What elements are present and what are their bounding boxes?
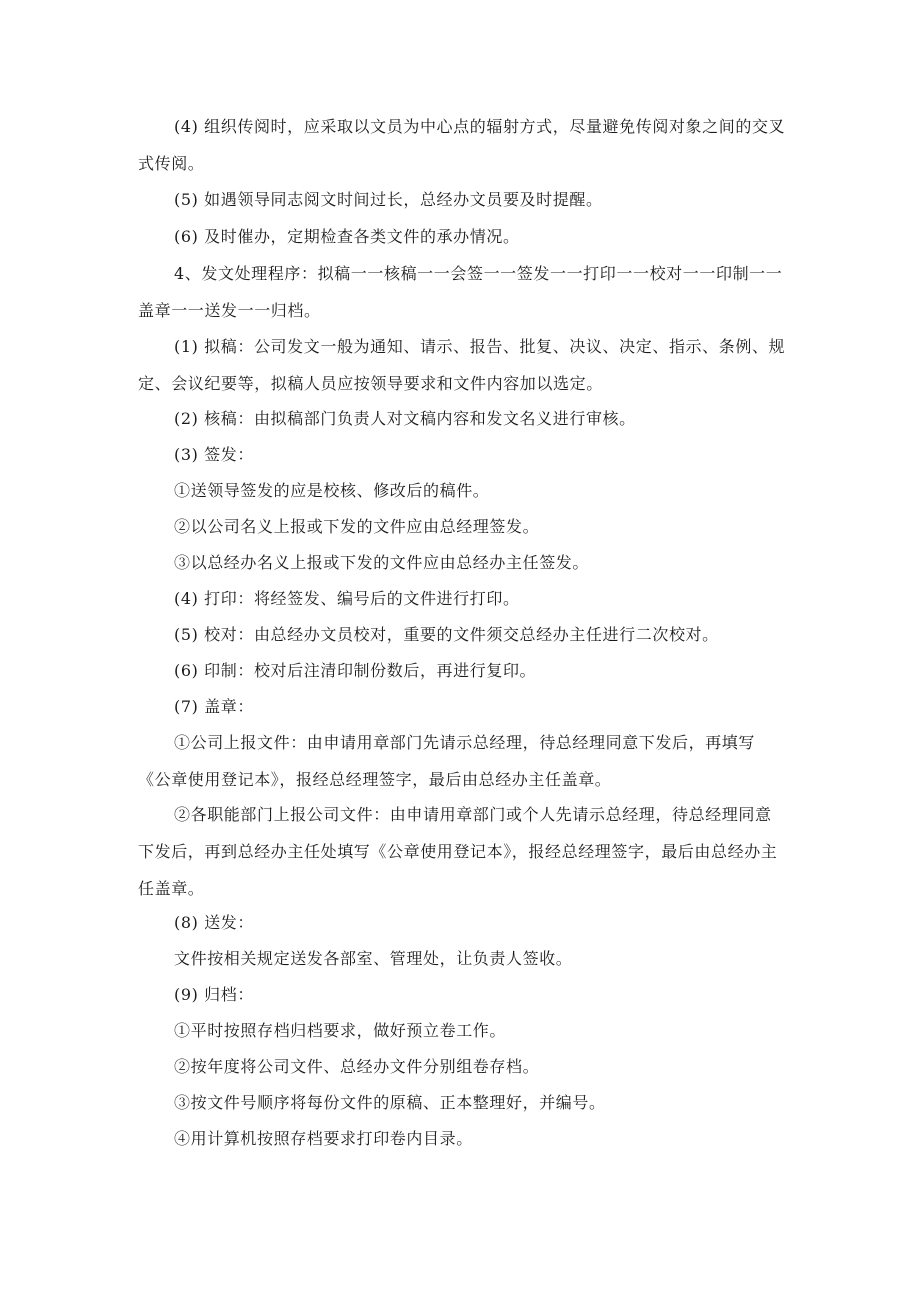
list-item-sign-off-1: ①送领导签发的应是校核、修改后的稿件。 (174, 481, 490, 500)
paragraph-dispatch-detail: 文件按相关规定送发各部室、管理处，让负责人签收。 (174, 949, 573, 968)
list-item-archive-4: ④用计算机按照存档要求打印卷内目录。 (174, 1129, 473, 1148)
paragraph-review: (2) 核稿：由拟稿部门负责人对文稿内容和发文名义进行审核。 (174, 409, 636, 428)
paragraph-follow-up: (6) 及时催办，定期检查各类文件的承办情况。 (174, 227, 520, 246)
paragraph-dispatch-heading: (8) 送发： (174, 913, 254, 932)
list-item-archive-3: ③按文件号顺序将每份文件的原稿、正本整理好，并编号。 (174, 1093, 606, 1112)
list-item-seal-1: ①公司上报文件：由申请用章部门先请示总经理，待总经理同意下发后，再填写《公章使用登记本》，报经总经理签字，最后由总经办主任盖章。 (138, 733, 756, 789)
paragraph-circulation-method: (4) 组织传阅时，应采取以文员为中心点的辐射方式，尽量避免传阅对象之间的交叉式传阅。 (138, 117, 786, 173)
paragraph-proofreading: (5) 校对：由总经办文员校对，重要的文件须交总经办主任进行二次校对。 (174, 625, 719, 644)
paragraph-sign-off-heading: (3) 签发： (174, 445, 254, 464)
list-item-archive-1: ①平时按照存档归档要求，做好预立卷工作。 (174, 1021, 507, 1040)
paragraph-seal-heading: (7) 盖章： (174, 697, 254, 716)
paragraph-printing: (4) 打印：将经签发、编号后的文件进行打印。 (174, 589, 520, 608)
paragraph-reading-reminder: (5) 如遇领导同志阅文时间过长，总经办文员要及时提醒。 (174, 190, 603, 209)
paragraph-archive-heading: (9) 归档： (174, 985, 254, 1004)
list-item-sign-off-2: ②以公司名义上报或下发的文件应由总经理签发。 (174, 517, 540, 536)
paragraph-outgoing-procedure: 4、发文处理程序：拟稿一一核稿一一会签一一签发一一打印一一校对一一印制一一盖章一一送发一一归档。 (138, 264, 783, 320)
list-item-sign-off-3: ③以总经办名义上报或下发的文件应由总经办主任签发。 (174, 553, 590, 572)
paragraph-drafting: (1) 拟稿：公司发文一般为通知、请示、报告、批复、决议、决定、指示、条例、规定、会议纪要等，拟稿人员应按领导要求和文件内容加以选定。 (138, 337, 786, 393)
paragraph-reproduction: (6) 印制：校对后注清印制份数后，再进行复印。 (174, 661, 537, 680)
list-item-archive-2: ②按年度将公司文件、总经办文件分别组卷存档。 (174, 1057, 540, 1076)
list-item-seal-2: ②各职能部门上报公司文件：由申请用章部门或个人先请示总经理，待总经理同意下发后，再到总经办主任处填写《公章使用登记本》，报经总经理签字，最后由总经办主任盖章。 (138, 805, 778, 898)
